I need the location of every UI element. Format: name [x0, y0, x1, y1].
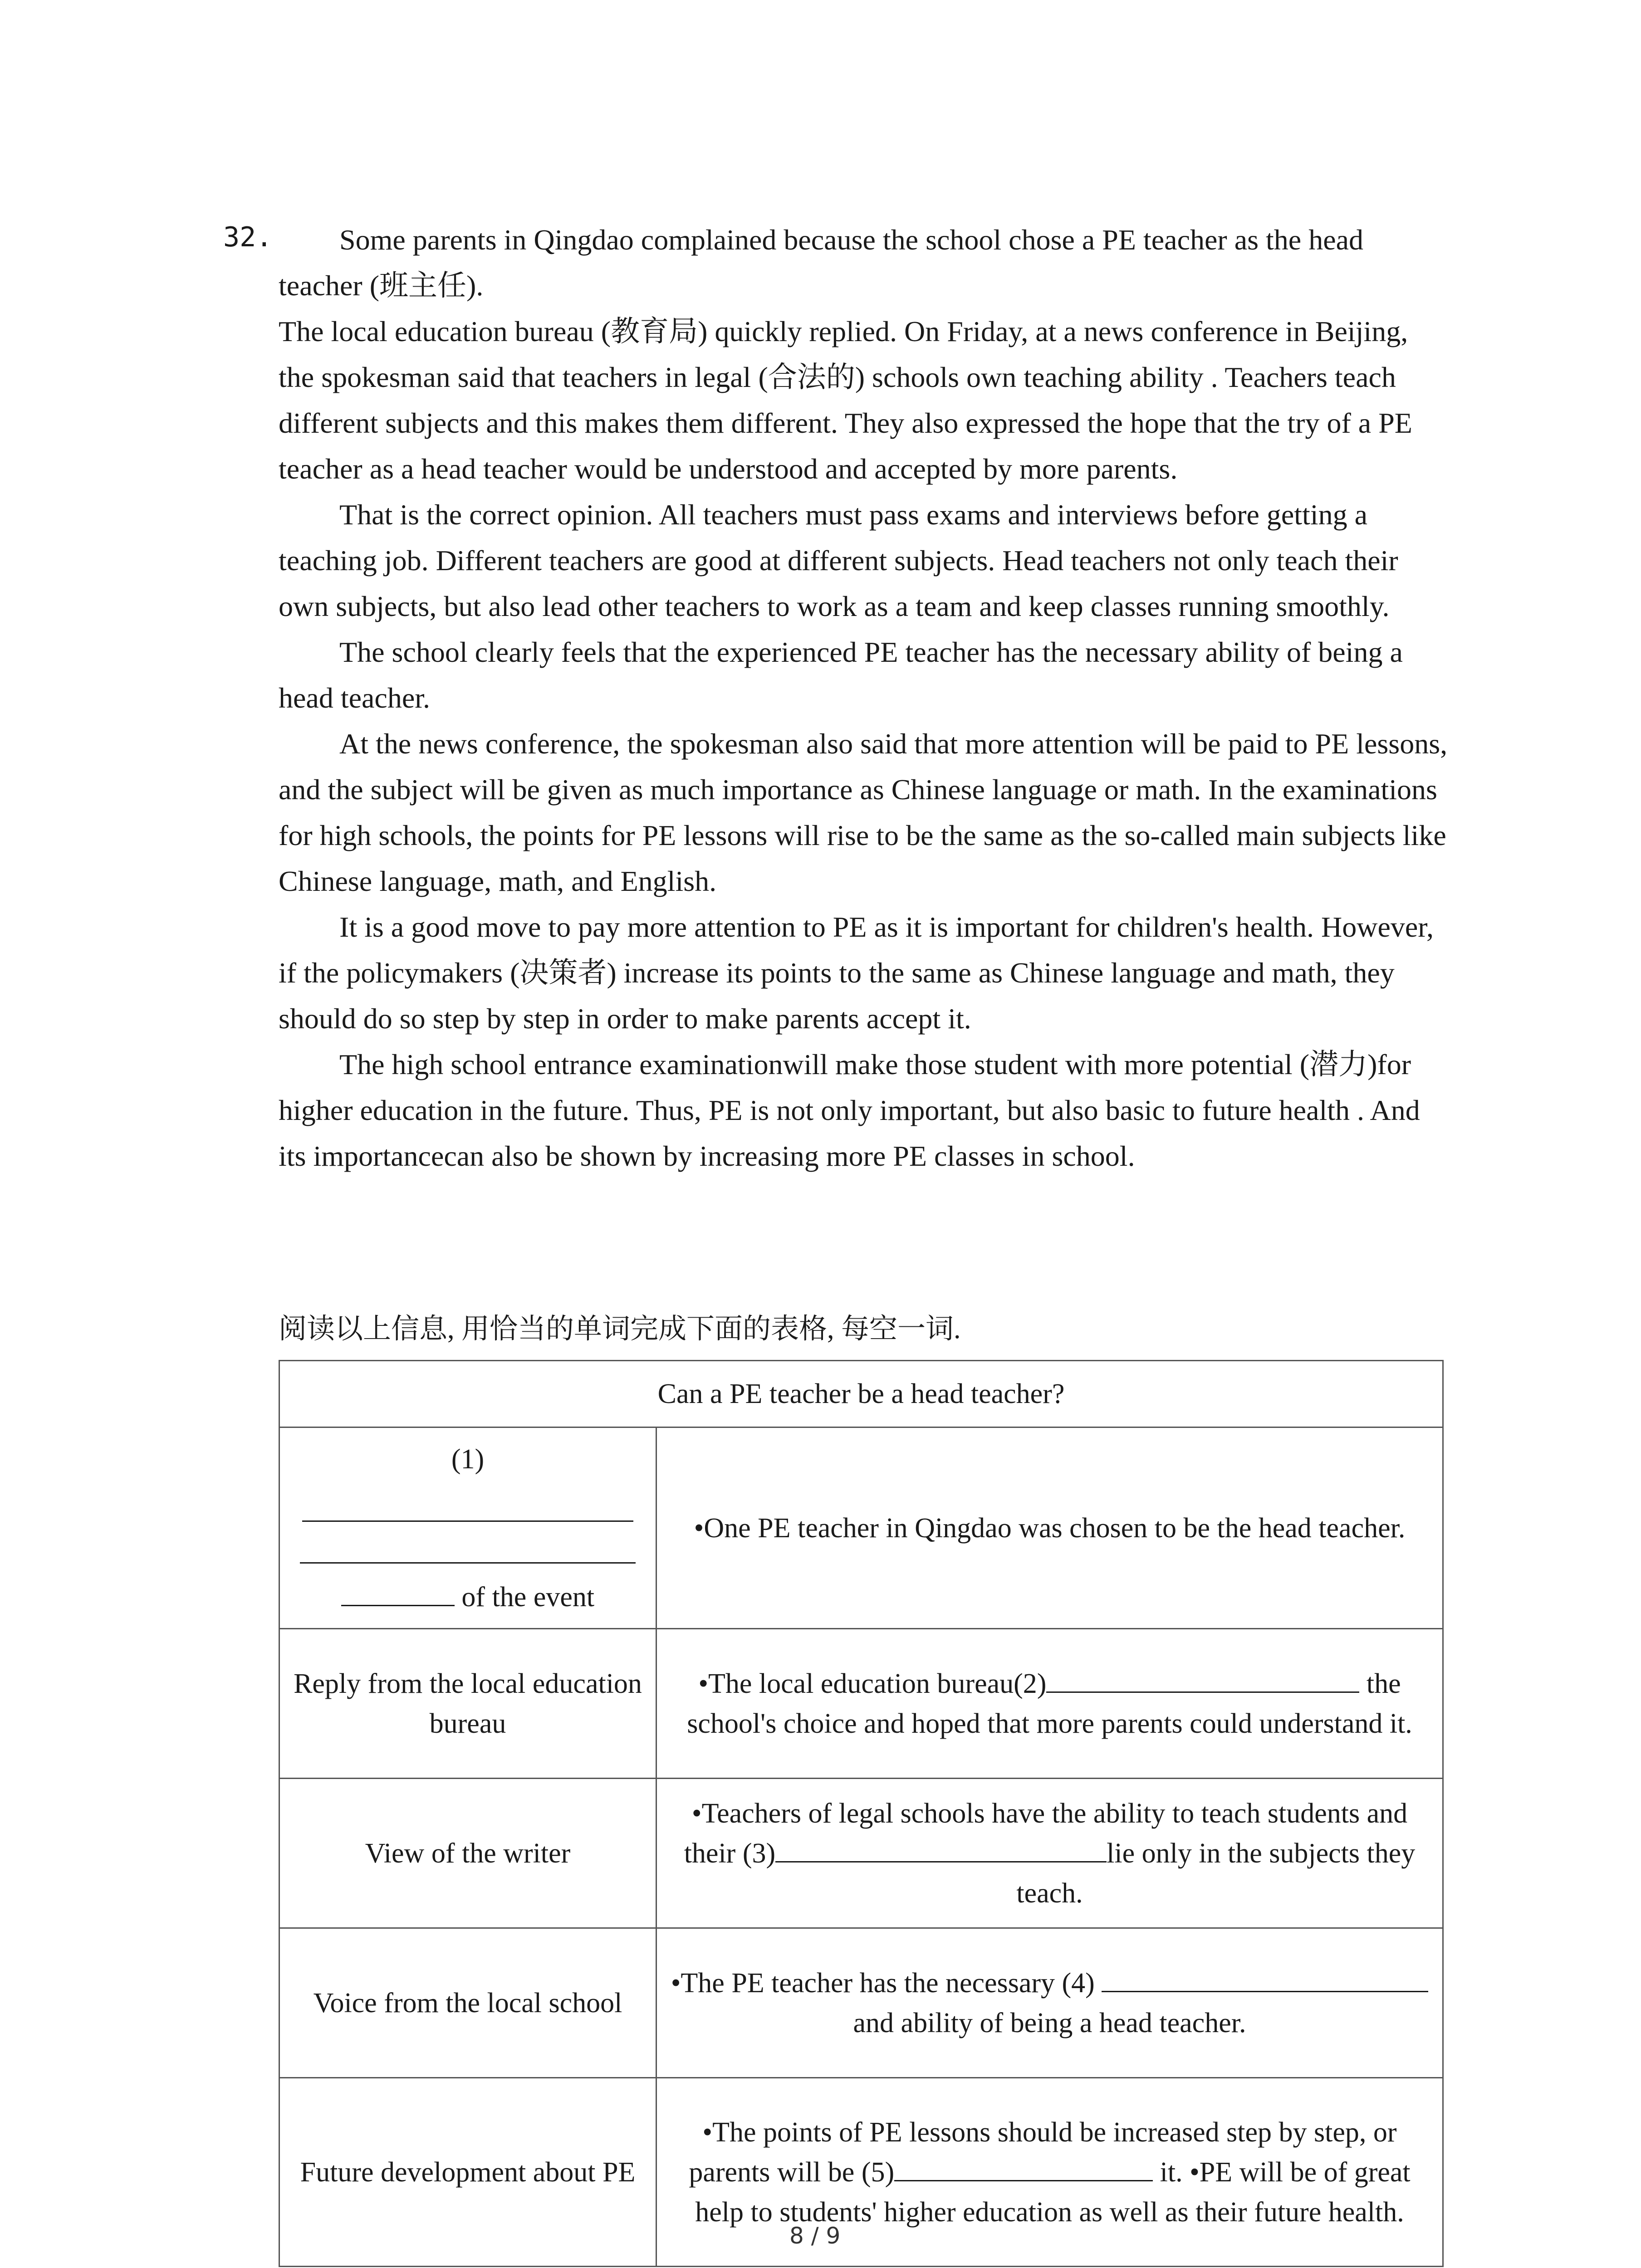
row-4-text-a: •The PE teacher has the necessary (4)	[671, 1967, 1095, 1999]
blank-3[interactable]	[775, 1834, 1107, 1862]
answer-table	[279, 1360, 1444, 2267]
row-2-content	[656, 1629, 1443, 1779]
row-5-text-a: •The points of PE lessons should be increased step by step, or parents will be (5)	[689, 2116, 1397, 2188]
paragraph-5: At the news conference, the spokesman also said that more attention will be paid to PE lessons, and the subject will be given as much importance as Chinese language or math. In the examinations for high schools, the points for PE lessons will rise to be the same as the so-called main subjects like Chinese language, math, and English.	[279, 728, 1448, 897]
paragraph-4: The school clearly feels that the experienced PE teacher has the necessary ability of being a head teacher.	[279, 636, 1403, 714]
row-3-content	[656, 1779, 1443, 1928]
blank-5[interactable]	[894, 2153, 1153, 2181]
question-number: 32.	[223, 221, 273, 253]
row-3-text-b: lie only in the subjects they teach.	[1016, 1838, 1416, 1909]
blank-1-line-b[interactable]	[300, 1535, 636, 1564]
row-5-content	[656, 2078, 1443, 2267]
paragraph-6: It is a good move to pay more attention to PE as it is important for children's health. However, if the policymakers (决策者) increase its points to the same as Chinese language and math, they should do so step by step in order to make parents accept it.	[279, 911, 1434, 1035]
blank-1-suffix: of the event	[461, 1581, 595, 1613]
row-5-text-b: it. •PE will be of great help to students' higher education as well as their future health.	[695, 2156, 1411, 2228]
paragraph-7: The high school entrance examinationwill make those student with more potential (潜力)for higher education in the future. Thus, PE is not only important, but also basic to future health . And its importancecan also be shown by increasing more PE classes in school.	[279, 1048, 1420, 1172]
row-2-text-b: the school's choice and hoped that more parents could understand it.	[687, 1668, 1412, 1739]
blank-1-line-c[interactable]	[341, 1578, 455, 1606]
blank-2[interactable]	[1046, 1664, 1359, 1693]
row-3-label: View of the writer	[279, 1779, 656, 1928]
task-instruction: 阅读以上信息, 用恰当的单词完成下面的表格, 每空一词.	[279, 1314, 961, 1344]
paragraph-3: That is the correct opinion. All teachers must pass exams and interviews before getting a teaching job. Different teachers are good at different subjects. Head teachers not only teach their own subjects, but also lead other teachers to work as a team and keep classes running smoothly.	[279, 499, 1398, 622]
row-3-text-a: •Teachers of legal schools have the ability to teach students and their (3)	[684, 1798, 1408, 1869]
paragraph-1: Some parents in Qingdao complained because the school chose a PE teacher as the head teacher (班主任).	[279, 224, 1363, 302]
row-1-label	[279, 1427, 656, 1629]
blank-1-line-a[interactable]	[302, 1493, 633, 1522]
blank-4[interactable]	[1102, 1964, 1428, 1992]
row-1-content: •One PE teacher in Qingdao was chosen to be the head teacher.	[656, 1427, 1443, 1629]
row-2-label: Reply from the local education bureau	[279, 1629, 656, 1779]
reading-passage	[279, 217, 1449, 1179]
paragraph-2: The local education bureau (教育局) quickly replied. On Friday, at a news conference in Beijing, the spokesman said that teachers in legal (合法的) schools own teaching ability . Teachers teach different subjects and this makes them different. They also expressed the hope that the try of a PE teacher as a head teacher would be understood and accepted by more parents.	[279, 315, 1412, 485]
row-4-text-b: and ability of being a head teacher.	[853, 2007, 1246, 2038]
row-2-text-a: •The local education bureau(2)	[698, 1668, 1047, 1699]
row-4-label: Voice from the local school	[279, 1928, 656, 2078]
blank-1-number: (1)	[451, 1443, 485, 1475]
row-5-label: Future development about PE	[279, 2078, 656, 2267]
row-4-content	[656, 1928, 1443, 2078]
table-title: Can a PE teacher be a head teacher?	[279, 1361, 1443, 1427]
page-number: 8 / 9	[789, 2223, 841, 2249]
